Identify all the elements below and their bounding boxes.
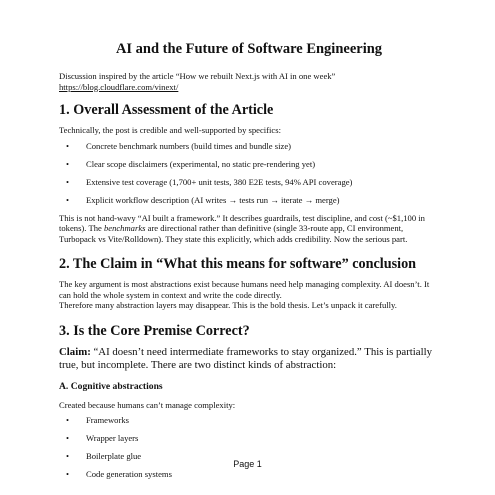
claim-paragraph [59,346,439,372]
article-link[interactable]: https://blog.cloudflare.com/vinext/ [59,81,179,92]
list-item [59,469,439,480]
section-2-paragraph [59,279,439,311]
intro-paragraph [59,71,439,92]
section-1-heading: 1. Overall Assessment of the Article [59,102,274,118]
bullet-icon: • [66,433,70,443]
page-content [59,40,439,487]
closing-text-start: This is not hand-wavy “AI built a framework.” It describes guardrails, test discipline, and cost (~$1,100 in tokens). The [59,212,425,233]
claim-text: “AI doesn’t need intermediate frameworks to stay organized.” This is partially true, but incomplete. There are two distinct kinds of abstraction: [59,345,432,371]
list-item-text: Frameworks [86,415,129,425]
section-2-line-1: The key argument is most abstractions exist because humans need help managing complexity. AI doesn’t. It can hold the whole system in context and write the code directly. [59,279,430,300]
list-item [59,177,439,188]
subsection-lead: Created because humans can’t manage complexity: [59,399,236,410]
bullet-icon: • [66,451,70,461]
subsection-heading: A. Cognitive abstractions [59,380,163,392]
section-2-heading: 2. The Claim in “What this means for software” conclusion [59,256,417,272]
closing-text-end: are directional rather than definitive (single 33-route app, CI environment, Turbopack vs Vite/Rolldown). They state this explicitly, which adds credibility. Now the serious part. [59,223,408,244]
list-item-text: Boilerplate glue [86,451,142,461]
list-item-text: Explicit workflow description (AI writes → tests run → iterate → merge) [86,194,340,205]
list-item [59,433,439,444]
intro-text: Discussion inspired by the article “How we rebuilt Next.js with AI in one week” [59,71,336,81]
bullet-icon: • [66,158,70,169]
document-title: AI and the Future of Software Engineering [115,41,383,57]
list-item [59,159,439,170]
page-number: Page 1 [233,459,262,469]
list-item-text: Clear scope disclaimers (experimental, no static pre-rendering yet) [86,158,316,169]
list-item [59,415,439,426]
list-item-text: Extensive test coverage (1,700+ unit tests, 380 E2E tests, 94% API coverage) [86,176,353,187]
list-item-text: Concrete benchmark numbers (build times and bundle size) [86,140,291,151]
list-item-text: Code generation systems [86,469,172,479]
section-1-bullet-list [59,141,439,206]
list-item [59,195,439,206]
bullet-icon: • [66,194,70,205]
section-1-closing [59,213,439,245]
bullet-icon: • [66,140,70,151]
claim-label: Claim: [59,345,91,358]
bullet-icon: • [66,469,70,479]
list-item [59,141,439,152]
closing-emphasis: benchmarks [103,223,146,233]
bullet-icon: • [66,415,70,425]
bullet-icon: • [66,176,70,187]
section-1-lead: Technically, the post is credible and well-supported by specifics: [59,125,281,135]
section-2-line-2: Therefore many abstraction layers may disappear. This is the bold thesis. Let’s unpack it carefully. [59,300,397,310]
section-3-heading: 3. Is the Core Premise Correct? [59,322,250,339]
list-item-text: Wrapper layers [86,433,139,443]
